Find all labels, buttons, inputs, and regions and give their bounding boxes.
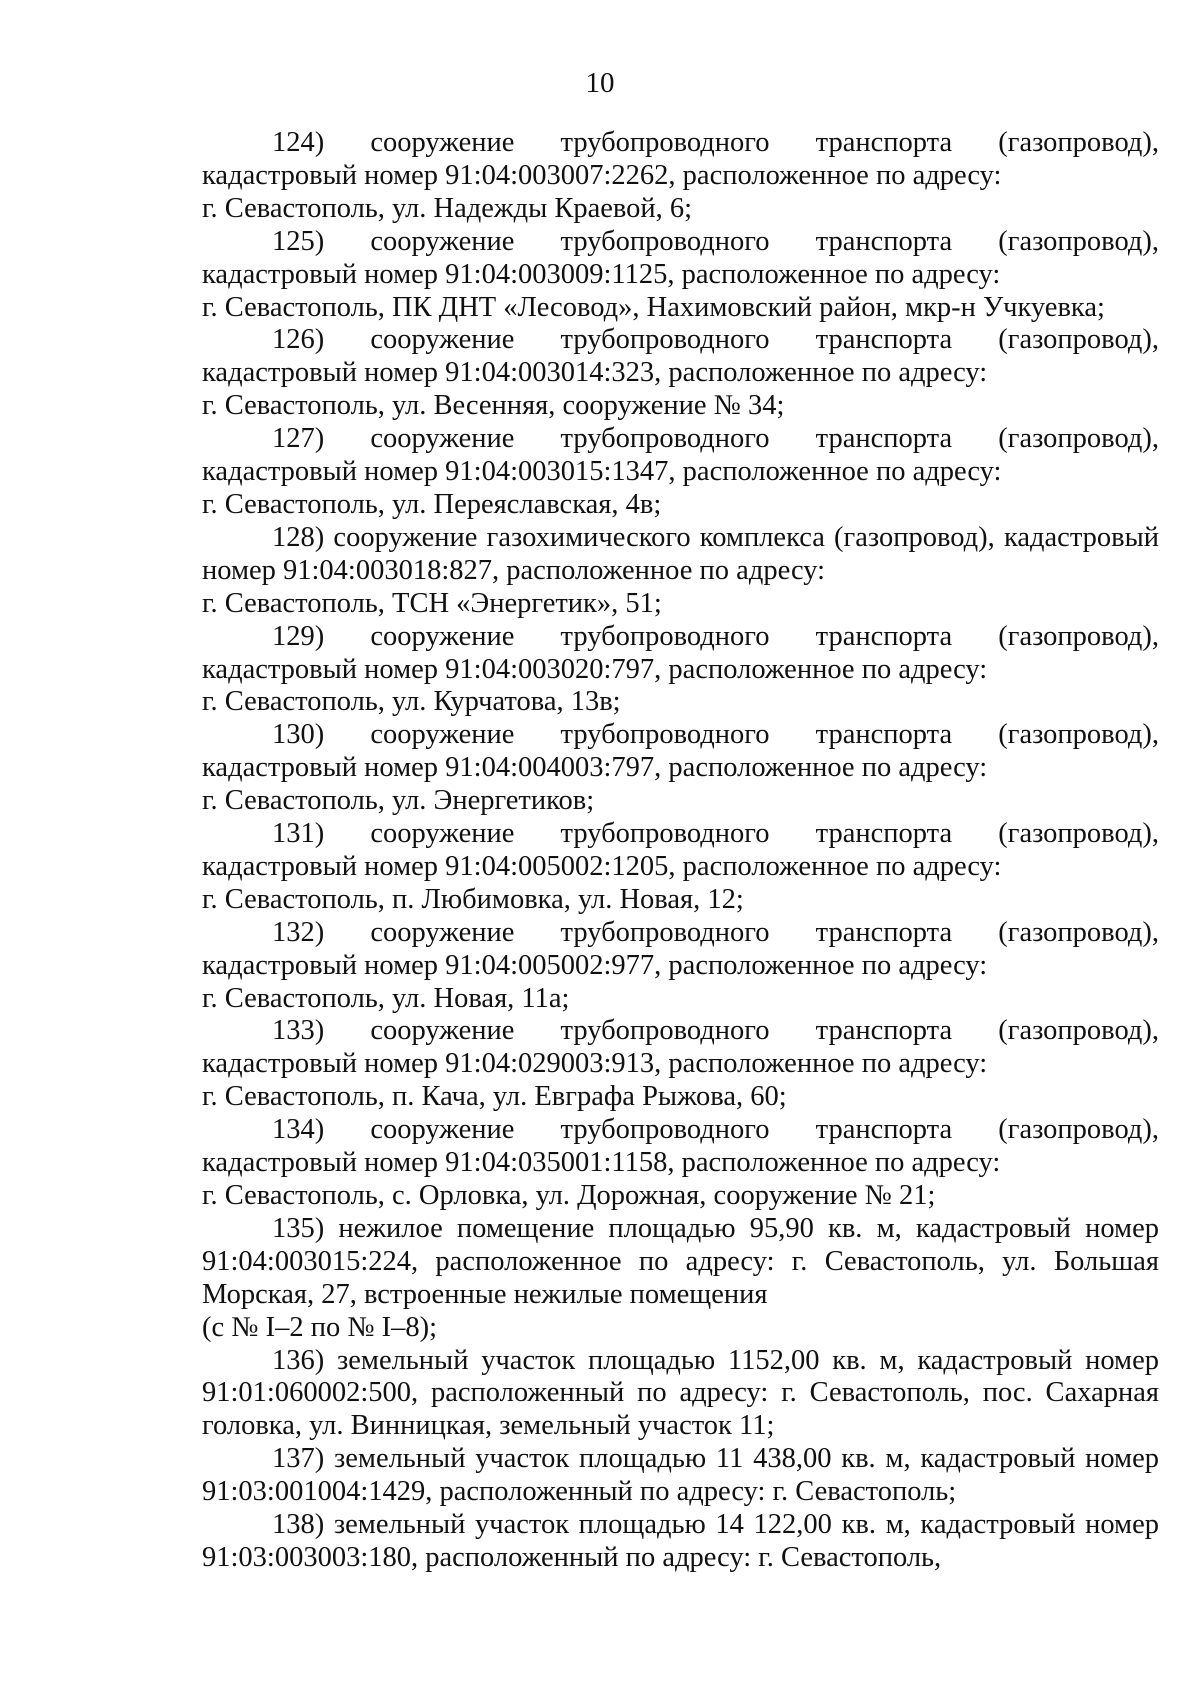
list-item-131: 131) сооружение трубопроводного транспорта (газопровод), кадастровый номер 91:04:005002:1205, расположенное по адресу: г. Севастополь, п. Любимовка, ул. Новая, 12; xyxy=(202,818,1159,915)
list-item-132: 132) сооружение трубопроводного транспорта (газопровод), кадастровый номер 91:04:005002:977, расположенное по адресу: г. Севастополь, ул. Новая, 11а; xyxy=(202,916,1159,1014)
list-item-127: 127) сооружение трубопроводного транспорта (газопровод), кадастровый номер 91:04:003015:1347, расположенное по адресу: г. Севастополь, ул. Переяславская, 4в; xyxy=(202,423,1159,520)
list-item-129: 129) сооружение трубопроводного транспорта (газопровод), кадастровый номер 91:04:003020:797, расположенное по адресу: г. Севастополь, ул. Курчатова, 13в; xyxy=(202,620,1159,718)
list-item-130: 130) сооружение трубопроводного транспорта (газопровод), кадастровый номер 91:04:004003:797, расположенное по адресу: г. Севастополь, ул. Энергетиков; xyxy=(202,719,1159,817)
list-item-134: 134) сооружение трубопроводного транспорта (газопровод), кадастровый номер 91:04:035001:1158, расположенное по адресу: г. Севастополь, с. Орловка, ул. Дорожная, сооружение № 21; xyxy=(202,1114,1159,1211)
document-body xyxy=(202,127,1159,1575)
list-item-128: 128) сооружение газохимического комплекса (газопровод), кадастровый номер 91:04:003018:827, расположенное по адресу: г. Севастополь, ТСН «Энергетик», 51; xyxy=(202,521,1159,619)
list-item-124: 124) сооружение трубопроводного транспорта (газопровод), кадастровый номер 91:04:003007:2262, расположенное по адресу: г. Севастополь, ул. Надежды Краевой, 6; xyxy=(202,127,1159,224)
list-item-125: 125) сооружение трубопроводного транспорта (газопровод), кадастровый номер 91:04:003009:1125, расположенное по адресу: г. Севастополь, ПК ДНТ «Лесовод», Нахимовский район, мкр-н Учкуевка; xyxy=(202,225,1159,323)
list-item-126: 126) сооружение трубопроводного транспорта (газопровод), кадастровый номер 91:04:003014:323, расположенное по адресу: г. Севастополь, ул. Весенняя, сооружение № 34; xyxy=(202,324,1159,422)
page-number: 10 xyxy=(585,67,615,99)
list-item-136: 136) земельный участок площадью 1152,00 кв. м, кадастровый номер 91:01:060002:500, расположенный по адресу: г. Севастополь, пос. Сахарная головка, ул. Винницкая, земельный участок 11; xyxy=(202,1344,1159,1442)
list-item-137: 137) земельный участок площадью 11 438,00 кв. м, кадастровый номер 91:03:001004:1429, расположенный по адресу: г. Севастополь; xyxy=(202,1443,1159,1508)
list-item-138: 138) земельный участок площадью 14 122,00 кв. м, кадастровый номер 91:03:003003:180, расположенный по адресу: г. Севастополь, xyxy=(202,1509,1159,1573)
list-item-133: 133) сооружение трубопроводного транспорта (газопровод), кадастровый номер 91:04:029003:913, расположенное по адресу: г. Севастополь, п. Кача, ул. Евграфа Рыжова, 60; xyxy=(202,1015,1159,1113)
list-item-135: 135) нежилое помещение площадью 95,90 кв. м, кадастровый номер 91:04:003015:224, расположенное по адресу: г. Севастополь, ул. Большая Морская, 27, встроенные нежилые помещения (с № I–2 по № I–8); xyxy=(202,1212,1159,1343)
